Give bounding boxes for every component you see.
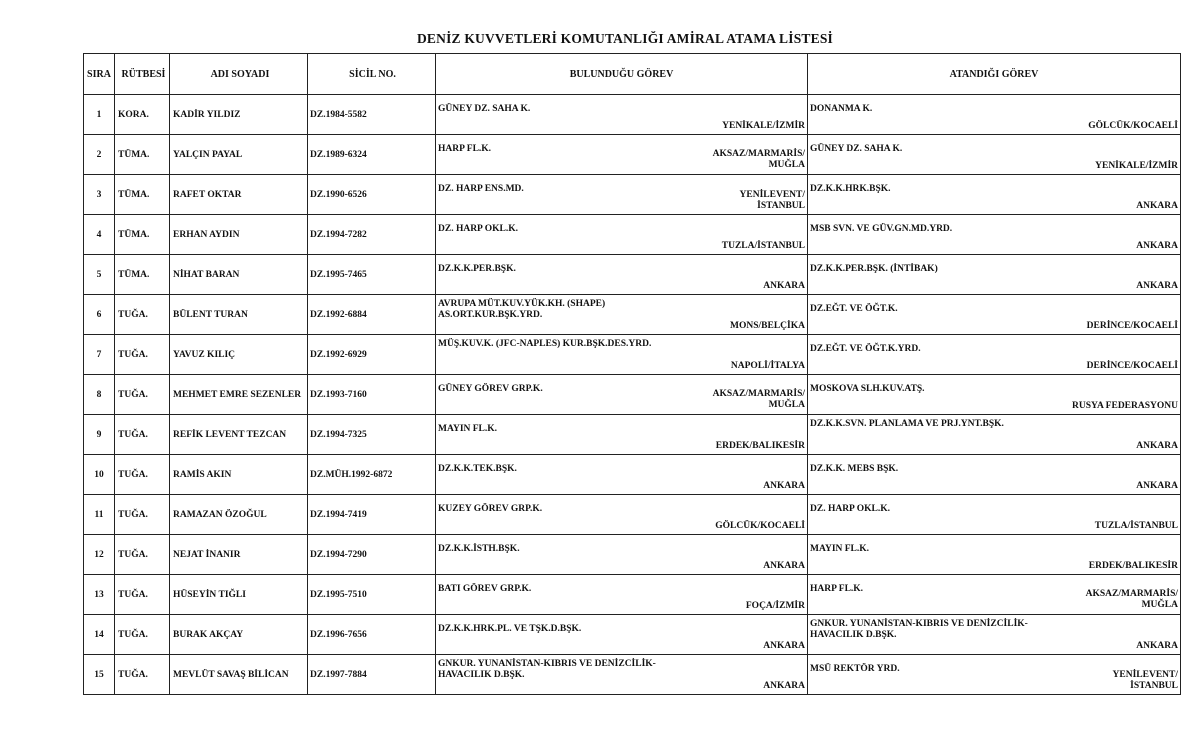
header-sira: SIRA <box>84 54 115 95</box>
duty-box <box>808 535 1180 574</box>
cell-ad-soyad: YALÇIN PAYAL <box>170 135 308 175</box>
cell-rutbe: TUĞA. <box>115 455 170 495</box>
duty-title: DZ.K.K.TEK.BŞK. <box>438 464 517 474</box>
duty-box <box>808 335 1180 374</box>
duty-box <box>808 215 1180 254</box>
cell-sicil-no: DZ.1994-7282 <box>308 215 436 255</box>
cell-ad-soyad: NİHAT BARAN <box>170 255 308 295</box>
cell-bulundugu-gorev <box>436 535 808 575</box>
duty-title: DZ.K.K.PER.BŞK. (İNTİBAK) <box>810 264 938 274</box>
table-header-row <box>84 54 1181 95</box>
duty-title: DZ.K.K.SVN. PLANLAMA VE PRJ.YNT.BŞK. <box>810 419 1004 429</box>
cell-sicil-no: DZ.1996-7656 <box>308 615 436 655</box>
duty-title: DZ.K.K.PER.BŞK. <box>438 264 516 274</box>
cell-sira: 4 <box>84 215 115 255</box>
duty-location: TUZLA/İSTANBUL <box>1094 521 1178 531</box>
duty-location: ANKARA <box>763 281 805 291</box>
cell-atandigi-gorev <box>808 455 1181 495</box>
duty-box <box>436 495 807 534</box>
header-sicil-no: SİCİL NO. <box>308 54 436 95</box>
duty-location: TUZLA/İSTANBUL <box>721 241 805 251</box>
duty-location: NAPOLİ/İTALYA <box>730 361 805 371</box>
cell-sicil-no: DZ.MÜH.1992-6872 <box>308 455 436 495</box>
table-row <box>84 215 1181 255</box>
table-row <box>84 655 1181 695</box>
cell-sicil-no: DZ.1994-7325 <box>308 415 436 455</box>
cell-rutbe: TÜMA. <box>115 135 170 175</box>
cell-rutbe: TUĞA. <box>115 375 170 415</box>
cell-ad-soyad: REFİK LEVENT TEZCAN <box>170 415 308 455</box>
duty-location: GÖLCÜK/KOCAELİ <box>715 521 805 531</box>
table-body <box>84 95 1181 695</box>
duty-title: DZ. HARP OKL.K. <box>810 504 890 514</box>
cell-sicil-no: DZ.1992-6929 <box>308 335 436 375</box>
duty-location: ANKARA <box>1136 241 1178 251</box>
duty-title: HARP FL.K. <box>810 584 864 594</box>
duty-title: MSB SVN. VE GÜV.GN.MD.YRD. <box>810 224 953 234</box>
cell-rutbe: TUĞA. <box>115 535 170 575</box>
cell-bulundugu-gorev <box>436 215 808 255</box>
cell-sicil-no: DZ.1984-5582 <box>308 95 436 135</box>
cell-sira: 7 <box>84 335 115 375</box>
duty-box <box>808 95 1180 134</box>
duty-title: DZ.K.K.HRK.PL. VE TŞK.D.BŞK. <box>438 624 582 634</box>
duty-title: KUZEY GÖREV GRP.K. <box>438 504 543 514</box>
duty-box <box>436 375 807 414</box>
cell-sira: 15 <box>84 655 115 695</box>
table-row <box>84 575 1181 615</box>
duty-box <box>808 375 1180 414</box>
cell-atandigi-gorev <box>808 655 1181 695</box>
duty-box <box>436 415 807 454</box>
duty-location: YENİLEVENT/İSTANBUL <box>739 190 805 211</box>
table-row <box>84 295 1181 335</box>
cell-ad-soyad: RAMAZAN ÖZOĞUL <box>170 495 308 535</box>
cell-rutbe: TUĞA. <box>115 295 170 335</box>
duty-location: AKSAZ/MARMARİS/ MUĞLA <box>1085 589 1178 610</box>
cell-atandigi-gorev <box>808 375 1181 415</box>
duty-location: ANKARA <box>1136 281 1178 291</box>
cell-sicil-no: DZ.1997-7884 <box>308 655 436 695</box>
duty-title: GÜNEY DZ. SAHA K. <box>810 144 903 154</box>
cell-sira: 12 <box>84 535 115 575</box>
duty-box <box>436 655 807 694</box>
duty-title: DZ.K.K.İSTH.BŞK. <box>438 544 520 554</box>
duty-location: FOÇA/İZMİR <box>745 601 805 611</box>
duty-box <box>808 455 1180 494</box>
cell-atandigi-gorev <box>808 175 1181 215</box>
duty-location: DERİNCE/KOCAELİ <box>1086 361 1178 371</box>
cell-rutbe: TUĞA. <box>115 615 170 655</box>
assignment-table <box>83 53 1181 695</box>
duty-location: ANKARA <box>763 561 805 571</box>
cell-bulundugu-gorev <box>436 375 808 415</box>
table-row <box>84 135 1181 175</box>
duty-title: MOSKOVA SLH.KUV.ATŞ. <box>810 384 925 394</box>
duty-box <box>808 575 1180 614</box>
duty-location: ANKARA <box>1136 641 1178 651</box>
duty-location: DERİNCE/KOCAELİ <box>1086 321 1178 331</box>
cell-sira: 3 <box>84 175 115 215</box>
cell-sira: 2 <box>84 135 115 175</box>
cell-sicil-no: DZ.1994-7290 <box>308 535 436 575</box>
duty-title: MÜŞ.KUV.K. (JFC-NAPLES) KUR.BŞK.DES.YRD. <box>438 339 652 349</box>
duty-title: MAYIN FL.K. <box>810 544 870 554</box>
cell-bulundugu-gorev <box>436 255 808 295</box>
duty-title: AVRUPA MÜT.KUV.YÜK.KH. (SHAPE) AS.ORT.KUR.BŞK.YRD. <box>438 299 606 320</box>
duty-location: AKSAZ/MARMARİS/ MUĞLA <box>712 389 805 410</box>
duty-title: DZ. HARP OKL.K. <box>438 224 518 234</box>
table-row <box>84 615 1181 655</box>
duty-box <box>436 95 807 134</box>
duty-location: MONS/BELÇİKA <box>730 321 805 331</box>
duty-title: GNKUR. YUNANİSTAN-KIBRIS VE DENİZCİLİK-HAVACILIK D.BŞK. <box>810 619 1028 640</box>
duty-title: GÜNEY DZ. SAHA K. <box>438 104 531 114</box>
duty-box <box>808 255 1180 294</box>
duty-location: ERDEK/BALIKESİR <box>1088 561 1178 571</box>
duty-location: ANKARA <box>763 681 805 691</box>
cell-ad-soyad: MEVLÜT SAVAŞ BİLİCAN <box>170 655 308 695</box>
duty-box <box>808 615 1180 654</box>
table-row <box>84 415 1181 455</box>
duty-location: AKSAZ/MARMARİS/ MUĞLA <box>712 149 805 170</box>
table-row <box>84 455 1181 495</box>
cell-rutbe: TUĞA. <box>115 575 170 615</box>
duty-box <box>436 175 807 214</box>
cell-sicil-no: DZ.1992-6884 <box>308 295 436 335</box>
cell-rutbe: TUĞA. <box>115 335 170 375</box>
table-row <box>84 495 1181 535</box>
table-row <box>84 255 1181 295</box>
cell-ad-soyad: BURAK AKÇAY <box>170 615 308 655</box>
cell-rutbe: TÜMA. <box>115 175 170 215</box>
duty-title: BATI GÖREV GRP.K. <box>438 584 532 594</box>
cell-sira: 13 <box>84 575 115 615</box>
duty-box <box>436 255 807 294</box>
duty-box <box>808 175 1180 214</box>
cell-sira: 6 <box>84 295 115 335</box>
cell-atandigi-gorev <box>808 615 1181 655</box>
duty-title: DZ.EĞT. VE ÖĞT.K.YRD. <box>810 344 921 354</box>
cell-sira: 10 <box>84 455 115 495</box>
duty-box <box>436 535 807 574</box>
cell-ad-soyad: RAMİS AKIN <box>170 455 308 495</box>
duty-box <box>808 415 1180 454</box>
duty-box <box>808 655 1180 694</box>
cell-sira: 5 <box>84 255 115 295</box>
cell-atandigi-gorev <box>808 495 1181 535</box>
duty-location: ANKARA <box>763 641 805 651</box>
duty-location: GÖLCÜK/KOCAELİ <box>1088 121 1178 131</box>
cell-sicil-no: DZ.1995-7510 <box>308 575 436 615</box>
cell-bulundugu-gorev <box>436 95 808 135</box>
duty-title: GÜNEY GÖREV GRP.K. <box>438 384 543 394</box>
cell-sira: 8 <box>84 375 115 415</box>
cell-ad-soyad: YAVUZ KILIÇ <box>170 335 308 375</box>
duty-box <box>436 215 807 254</box>
cell-bulundugu-gorev <box>436 615 808 655</box>
cell-atandigi-gorev <box>808 215 1181 255</box>
duty-box <box>808 495 1180 534</box>
cell-atandigi-gorev <box>808 335 1181 375</box>
cell-rutbe: TUĞA. <box>115 655 170 695</box>
cell-ad-soyad: RAFET OKTAR <box>170 175 308 215</box>
cell-sicil-no: DZ.1995-7465 <box>308 255 436 295</box>
table-row <box>84 95 1181 135</box>
cell-ad-soyad: MEHMET EMRE SEZENLER <box>170 375 308 415</box>
cell-bulundugu-gorev <box>436 415 808 455</box>
duty-box <box>808 135 1180 174</box>
duty-box <box>436 295 807 334</box>
table-row <box>84 335 1181 375</box>
duty-title: DZ.K.K. MEBS BŞK. <box>810 464 899 474</box>
cell-ad-soyad: HÜSEYİN TIĞLI <box>170 575 308 615</box>
table-row <box>84 175 1181 215</box>
cell-bulundugu-gorev <box>436 455 808 495</box>
duty-box <box>436 615 807 654</box>
cell-sira: 14 <box>84 615 115 655</box>
cell-bulundugu-gorev <box>436 655 808 695</box>
cell-atandigi-gorev <box>808 535 1181 575</box>
cell-ad-soyad: KADİR YILDIZ <box>170 95 308 135</box>
duty-title: MSÜ REKTÖR YRD. <box>810 664 900 674</box>
duty-title: GNKUR. YUNANİSTAN-KIBRIS VE DENİZCİLİK-HAVACILIK D.BŞK. <box>438 659 656 680</box>
duty-box <box>436 135 807 174</box>
cell-sicil-no: DZ.1989-6324 <box>308 135 436 175</box>
cell-atandigi-gorev <box>808 575 1181 615</box>
cell-ad-soyad: NEJAT İNANIR <box>170 535 308 575</box>
cell-sira: 1 <box>84 95 115 135</box>
cell-sira: 11 <box>84 495 115 535</box>
cell-rutbe: TUĞA. <box>115 415 170 455</box>
duty-box <box>436 455 807 494</box>
cell-bulundugu-gorev <box>436 335 808 375</box>
header-bulundugu-gorev: BULUNDUĞU GÖREV <box>436 54 808 95</box>
duty-location: ANKARA <box>1136 201 1178 211</box>
cell-bulundugu-gorev <box>436 575 808 615</box>
duty-title: DZ.K.K.HRK.BŞK. <box>810 184 891 194</box>
cell-atandigi-gorev <box>808 255 1181 295</box>
duty-box <box>436 335 807 374</box>
duty-location: YENİKALE/İZMİR <box>1095 161 1178 171</box>
cell-ad-soyad: BÜLENT TURAN <box>170 295 308 335</box>
cell-sira: 9 <box>84 415 115 455</box>
cell-atandigi-gorev <box>808 95 1181 135</box>
cell-rutbe: TUĞA. <box>115 495 170 535</box>
cell-sicil-no: DZ.1990-6526 <box>308 175 436 215</box>
document-title: DENİZ KUVVETLERİ KOMUTANLIĞI AMİRAL ATAMA LİSTESİ <box>416 31 833 46</box>
cell-sicil-no: DZ.1994-7419 <box>308 495 436 535</box>
duty-title: DONANMA K. <box>810 104 873 114</box>
cell-bulundugu-gorev <box>436 175 808 215</box>
table-row <box>84 375 1181 415</box>
table-row <box>84 535 1181 575</box>
duty-location: YENİKALE/İZMİR <box>722 121 805 131</box>
duty-box <box>436 575 807 614</box>
cell-atandigi-gorev <box>808 135 1181 175</box>
duty-location: ANKARA <box>1136 441 1178 451</box>
header-rutbe: RÜTBESİ <box>115 54 170 95</box>
cell-bulundugu-gorev <box>436 135 808 175</box>
cell-rutbe: TÜMA. <box>115 215 170 255</box>
header-ad-soyad: ADI SOYADI <box>170 54 308 95</box>
cell-atandigi-gorev <box>808 295 1181 335</box>
cell-bulundugu-gorev <box>436 295 808 335</box>
duty-location: RUSYA FEDERASYONU <box>1071 401 1178 411</box>
cell-rutbe: TÜMA. <box>115 255 170 295</box>
duty-location: ANKARA <box>1136 481 1178 491</box>
header-atandigi-gorev: ATANDIĞI GÖREV <box>808 54 1181 95</box>
cell-rutbe: KORA. <box>115 95 170 135</box>
duty-title: HARP FL.K. <box>438 144 492 154</box>
duty-location: ANKARA <box>763 481 805 491</box>
cell-atandigi-gorev <box>808 415 1181 455</box>
duty-location: YENİLEVENT/İSTANBUL <box>1112 670 1178 691</box>
duty-title: DZ. HARP ENS.MD. <box>438 184 524 194</box>
duty-title: DZ.EĞT. VE ÖĞT.K. <box>810 304 898 314</box>
duty-location: ERDEK/BALIKESİR <box>715 441 805 451</box>
duty-box <box>808 295 1180 334</box>
duty-title: MAYIN FL.K. <box>438 424 498 434</box>
cell-sicil-no: DZ.1993-7160 <box>308 375 436 415</box>
cell-ad-soyad: ERHAN AYDIN <box>170 215 308 255</box>
cell-bulundugu-gorev <box>436 495 808 535</box>
